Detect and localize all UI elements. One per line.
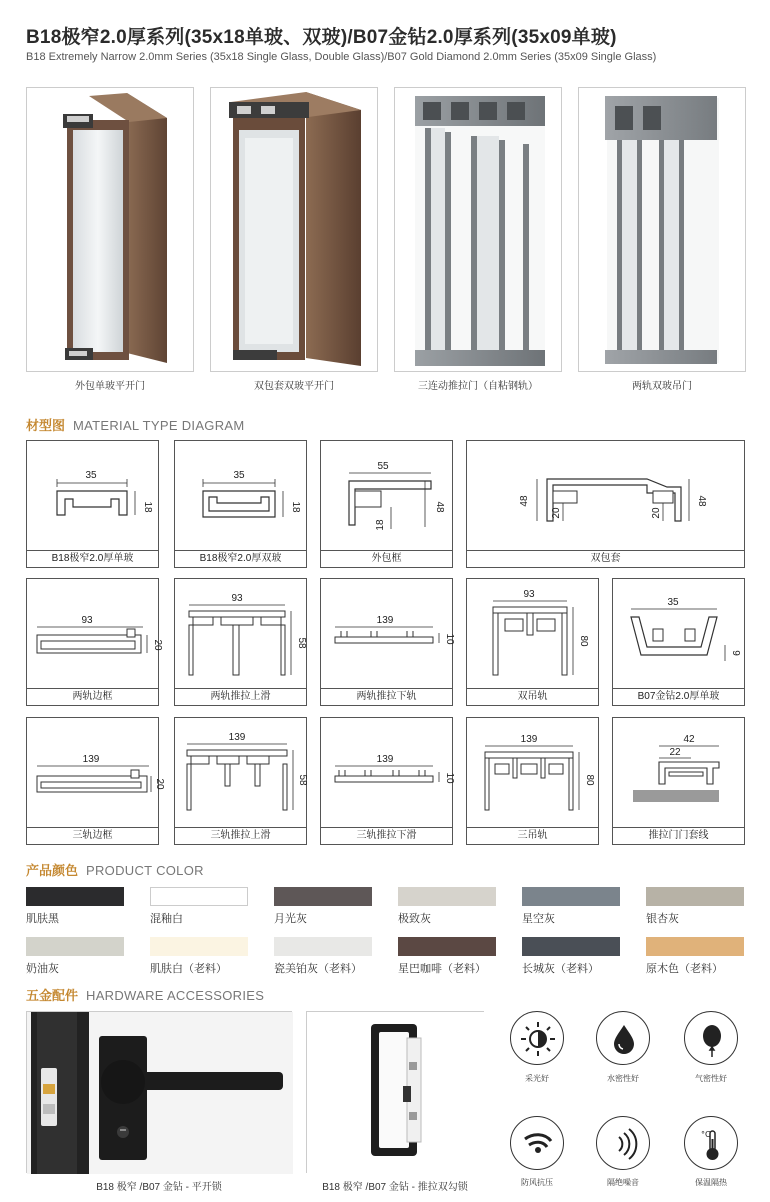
color-swatch-label: 原木色（老料）	[646, 963, 723, 975]
page-subtitle: B18 Extremely Narrow 2.0mm Series (35x18 Single Glass, Double Glass)/B07 Gold Diamond 2.0mm Series (35x09 Single Glass)	[26, 51, 657, 63]
color-title-cn: 产品颜色	[26, 863, 79, 878]
profile-two-track-top-slide	[174, 578, 307, 706]
dim-left-outer: 48	[519, 495, 530, 507]
product-photo-4	[578, 87, 746, 372]
dim-right-inner: 20	[651, 507, 662, 519]
color-swatch	[646, 887, 744, 906]
sliding-hook-lock-caption: B18 极窄 /B07 金钻 - 推拉双勾锁	[322, 1182, 468, 1193]
dim-height: 58	[297, 774, 308, 786]
color-swatch-label: 长城灰（老料）	[522, 963, 599, 975]
color-swatch-label: 银杏灰	[646, 913, 679, 925]
page-title: B18极窄2.0厚系列(35x18单玻、双玻)/B07金钻2.0厚系列(35x09单玻)	[26, 27, 617, 48]
profile-label: 三轨推拉上滑	[175, 827, 306, 844]
dim-width: 139	[376, 754, 394, 765]
dim-height: 18	[290, 501, 301, 513]
feature-label: 防风抗压	[521, 1178, 553, 1187]
sound-icon	[596, 1116, 650, 1170]
hinged-lock-photo	[26, 1011, 292, 1173]
sliding-hook-lock-photo	[306, 1011, 484, 1173]
dim-width: 35	[85, 470, 97, 481]
dim-lower: 18	[375, 519, 386, 531]
profile-label: B18极窄2.0厚单玻	[27, 550, 158, 567]
profile-b18-double	[174, 440, 307, 568]
profile-label: 两轨推拉下轨	[321, 688, 452, 705]
profile-label: 双包套	[467, 550, 744, 567]
dim-width: 139	[228, 732, 246, 743]
dim-width: 42	[683, 734, 695, 745]
profile-sliding-door-trim	[612, 717, 745, 845]
dim-width: 139	[82, 754, 100, 765]
color-swatch	[26, 937, 124, 956]
color-swatch	[274, 887, 372, 906]
color-swatch-label: 极致灰	[398, 913, 431, 925]
color-swatch	[646, 937, 744, 956]
profile-label: 三轨边框	[27, 827, 158, 844]
dim-width: 93	[81, 615, 93, 626]
thermometer-icon	[684, 1116, 738, 1170]
dim-left-inner: 20	[551, 507, 562, 519]
color-section-title	[26, 860, 204, 880]
feature-label: 隔绝噪音	[607, 1178, 639, 1187]
profile-label: 三吊轨	[467, 827, 598, 844]
color-swatch	[150, 937, 248, 956]
color-swatch-label: 混釉白	[150, 913, 183, 925]
color-swatch	[274, 937, 372, 956]
profile-label: 两轨边框	[27, 688, 158, 705]
color-swatch-label: 星巴咖啡（老料）	[398, 963, 486, 975]
profile-three-track-frame	[26, 717, 165, 845]
product-photo-1	[26, 87, 194, 372]
product-caption-4: 两轨双玻吊门	[632, 381, 692, 392]
profile-three-track-top-slide	[174, 717, 307, 845]
dim-width: 139	[376, 615, 394, 626]
dim-height: 18	[142, 501, 153, 513]
profile-double-hang-rail	[466, 578, 599, 706]
profile-label: 推拉门门套线	[613, 827, 744, 844]
feature-label: 采光好	[525, 1074, 549, 1083]
product-caption-2: 双包套双玻平开门	[254, 381, 334, 392]
material-section-title	[26, 415, 245, 435]
product-caption-3: 三连动推拉门（自粘钢轨）	[418, 381, 538, 392]
dim-height: 20	[152, 639, 163, 651]
material-title-en: MATERIAL TYPE DIAGRAM	[73, 418, 245, 433]
color-swatch-label: 瓷美铂灰（老料）	[274, 963, 362, 975]
hinged-lock-caption: B18 极窄 /B07 金钻 - 平开锁	[96, 1182, 222, 1193]
color-swatch	[398, 937, 496, 956]
product-photo-3	[394, 87, 562, 372]
profile-b07-single	[612, 578, 745, 706]
color-swatch-label: 肌肤白（老料）	[150, 963, 227, 975]
profile-label: B18极窄2.0厚双玻	[175, 550, 306, 567]
dim-right-outer: 48	[696, 495, 707, 507]
profile-label: 双吊轨	[467, 688, 598, 705]
profile-label: 外包框	[321, 550, 452, 567]
material-title-cn: 材型图	[26, 418, 66, 433]
dim-width: 35	[667, 597, 679, 608]
profile-b18-single	[26, 440, 159, 568]
color-swatch	[150, 887, 248, 906]
color-swatch-label: 奶油灰	[26, 963, 59, 975]
dim-height: 80	[578, 635, 589, 647]
hardware-title-cn: 五金配件	[26, 988, 79, 1003]
color-swatch	[522, 887, 620, 906]
water-drop-icon	[596, 1011, 650, 1065]
color-title-en: PRODUCT COLOR	[86, 863, 204, 878]
profile-label: 三轨推拉下滑	[321, 827, 452, 844]
dim-right: 48	[434, 501, 445, 513]
dim-height: 20	[154, 778, 165, 790]
color-swatch-label: 月光灰	[274, 913, 307, 925]
profile-two-track-frame	[26, 578, 163, 706]
dim-width: 139	[520, 734, 538, 745]
color-swatch-label: 肌肤黑	[26, 913, 59, 925]
dim-height: 9	[730, 650, 741, 656]
dim-top: 55	[377, 461, 389, 472]
profile-label: 两轨推拉上滑	[175, 688, 306, 705]
wind-icon	[510, 1116, 564, 1170]
dim-width: 93	[231, 593, 243, 604]
profile-outer-frame	[320, 440, 453, 568]
profile-two-track-bottom-rail	[320, 578, 453, 706]
balloon-icon	[684, 1011, 738, 1065]
dim-width: 93	[523, 589, 535, 600]
dim-height: 80	[584, 774, 595, 786]
hardware-section-title	[26, 985, 264, 1005]
dim-inner: 22	[669, 747, 681, 758]
profile-three-track-bottom-slide	[320, 717, 453, 845]
profile-label: B07金钻2.0厚单玻	[613, 688, 744, 705]
color-swatch	[398, 887, 496, 906]
profile-double-casing	[466, 440, 745, 568]
feature-label: 气密性好	[695, 1074, 727, 1083]
color-swatch-label: 星空灰	[522, 913, 555, 925]
product-caption-1: 外包单玻平开门	[75, 381, 145, 392]
feature-label: 保温隔热	[695, 1178, 727, 1187]
profile-triple-hang-rail	[466, 717, 599, 845]
dim-height: 58	[296, 637, 307, 649]
color-swatch	[26, 887, 124, 906]
svg-text:°C: °C	[701, 1130, 711, 1139]
dim-height: 10	[444, 772, 455, 784]
dim-height: 10	[444, 633, 455, 645]
color-swatch	[522, 937, 620, 956]
product-photo-2	[210, 87, 378, 372]
feature-label: 水密性好	[607, 1074, 639, 1083]
hardware-title-en: HARDWARE ACCESSORIES	[86, 988, 265, 1003]
dim-width: 35	[233, 470, 245, 481]
sun-icon	[510, 1011, 564, 1065]
